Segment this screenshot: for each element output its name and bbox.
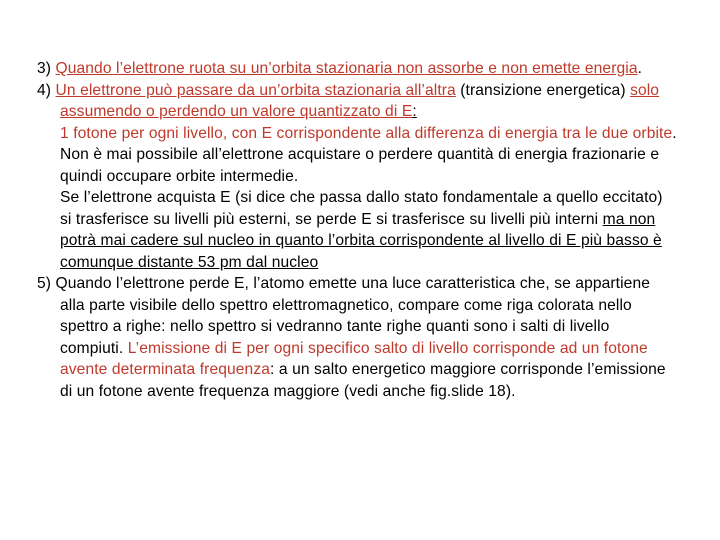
point-5-emission: Quando l’elettrone perde E, l’atomo emette una luce caratteristica che, se appartiene alla parte visibile dello spettro elettromagnetico, compare come riga colorata nello spettro a righe: nello spettro si vedranno tante righe quanti sono i salti di livello compiuti. bbox=[55, 275, 650, 357]
point-5-number: 5) bbox=[37, 275, 52, 292]
point-5 bbox=[37, 273, 677, 402]
point-4-no-fractional: Non è mai possibile all’elettrone acquistare o perdere quantità di energia frazionarie e quindi occupare orbite intermedie. bbox=[60, 146, 660, 185]
point-4-colon: : bbox=[412, 103, 417, 120]
point-4-transition-note: (transizione energetica) bbox=[460, 81, 626, 99]
point-5-frequency-rule: L’emissione di E per ogni specifico salto di livello corrisponde ad un fotone avente determinata frequenza bbox=[60, 339, 648, 378]
point-4-excitation: Se l’elettrone acquista E (si dice che passa dallo stato fondamentale a quello eccitato) si trasferisce su livelli più esterni, se perde E si trasferisce su livelli più interni bbox=[60, 189, 663, 228]
slide-body bbox=[37, 58, 677, 402]
point-3-period: . bbox=[637, 60, 643, 77]
point-4 bbox=[37, 80, 677, 274]
point-3-number: 3) bbox=[37, 60, 52, 77]
point-4-nucleus-note: ma non potrà mai cadere sul nucleo in quanto l’orbita corrispondente al livello di E più basso è comunque distante 53 pm dal nucleo bbox=[60, 210, 662, 271]
point-4-statement: Un elettrone può passare da un’orbita stazionaria all’altra bbox=[55, 81, 456, 99]
point-3 bbox=[37, 58, 677, 80]
point-4-period: . bbox=[672, 124, 677, 142]
point-3-statement: Quando l’elettrone ruota su un’orbita stazionaria non assorbe e non emette energia bbox=[55, 60, 638, 77]
point-4-quantized-condition: solo assumendo o perdendo un valore quantizzato di E bbox=[60, 81, 660, 120]
point-4-photon-rule: 1 fotone per ogni livello, con E corrispondente alla differenza di energia tra le due orbite bbox=[60, 124, 673, 142]
point-4-number: 4) bbox=[37, 81, 52, 99]
point-5-conclusion: : a un salto energetico maggiore corrisponde l’emissione di un fotone avente frequenza maggiore (vedi anche fig.slide 18). bbox=[60, 361, 666, 400]
